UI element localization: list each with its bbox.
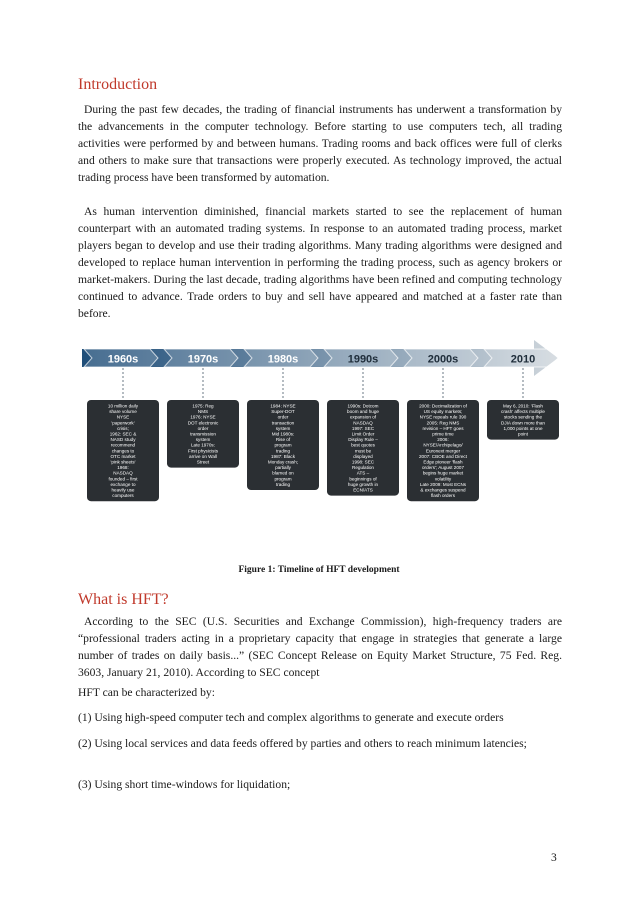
event-text: 1976: NYSE — [190, 414, 216, 420]
event-text: 1998: SEC — [351, 459, 375, 465]
event-text: Regulation — [352, 465, 374, 471]
decade-label: 1970s — [187, 353, 219, 366]
event-text: NMS — [197, 409, 209, 415]
decade-label: 2000s — [427, 353, 459, 366]
event-text: Super-DOT — [271, 409, 295, 415]
event-text: partially — [275, 465, 291, 471]
event-text: begins huge market — [422, 470, 464, 476]
event-text: 'pink sheets' — [110, 459, 136, 465]
event-text: Limit Order — [351, 431, 375, 437]
event-text: First physicists — [187, 448, 219, 454]
event-text: boom and huge — [347, 409, 379, 415]
event-text: stocks sending the — [503, 414, 543, 420]
event-text: heavily use — [111, 487, 135, 493]
event-text: Edge pioneer 'flash — [423, 459, 463, 465]
event-text: ECN/ATS — [353, 487, 373, 493]
intro-heading: Introduction — [78, 76, 158, 93]
event-text: order — [277, 414, 289, 420]
event-text: beginnings of — [349, 476, 377, 482]
event-text: volatility — [434, 476, 452, 482]
decade-label: 2010 — [510, 353, 536, 366]
event-text: crisis; — [117, 425, 129, 431]
event-text: arrive on Wall — [189, 453, 217, 459]
event-text: OTC market — [110, 453, 136, 459]
event-text: changes to — [111, 448, 135, 454]
event-text: NASDAQ — [113, 470, 133, 476]
event-text: flash orders — [430, 493, 456, 499]
event-text: huge growth in — [347, 481, 379, 487]
event-boxes — [87, 368, 559, 501]
hft-item-3: (3) Using short time-windows for liquidation; — [78, 778, 291, 791]
event-text: 1962: SEC & — [109, 431, 137, 437]
hft-item-2: (2) Using local services and data feeds offered by parties and others to reach minimum latencies; — [78, 737, 527, 750]
event-text: program — [274, 476, 292, 482]
event-text: 1997: SEC — [351, 425, 375, 431]
event-text: displayed — [353, 453, 373, 459]
event-text: 1984: NYSE — [270, 403, 296, 409]
event-text: prime time — [432, 431, 454, 437]
event-text: Late 2009: Most ECNs — [419, 481, 467, 487]
event-text: orders'; August 2007 — [422, 465, 464, 471]
event-text: trading — [275, 481, 291, 487]
event-text: 1975: Reg — [192, 403, 214, 409]
hft-heading: What is HFT? — [78, 591, 169, 608]
event-text: program — [274, 442, 292, 448]
event-text: ATS – — [356, 470, 370, 476]
event-text: 2005: Reg NMS — [426, 420, 460, 426]
event-text: May 6, 2010: 'Flash — [503, 403, 543, 409]
hft-timeline-figure — [78, 338, 562, 556]
event-text: 1987: Black — [270, 453, 296, 459]
decade-label: 1980s — [267, 353, 299, 366]
event-text: best quotes — [351, 442, 375, 448]
event-text: 2006: — [437, 437, 449, 443]
event-text: 'paperwork' — [111, 420, 135, 426]
event-text: blamed on — [272, 470, 294, 476]
event-text: 10 million daily — [107, 403, 139, 409]
event-text: & exchanges suspend — [420, 487, 466, 493]
event-text: must be — [354, 448, 372, 454]
intro-paragraph-2: As human intervention diminished, financial markets started to see the replacement of human counterpart with an automated trading systems. In response to an automated trading process, market players began to develop and use their trading algorithms. Many trading algorithms were designed and developed to replace human intervention in performing the trading process, such as agency brokers or market-makers. During the last decade, trading algorithms have been refined and computing technology continued to advance. Trade orders to buy and sell have appeared and matched at a faster rate than before. — [78, 205, 562, 320]
event-text: system — [275, 425, 291, 431]
event-text: NYSE repeals rule 390 — [419, 414, 467, 420]
event-text: NASDAQ — [353, 420, 373, 426]
event-text: founded – first — [108, 476, 138, 482]
event-text: Euronext merger — [425, 448, 461, 454]
event-text: 1968: — [117, 465, 129, 471]
event-text: Late 1970s: — [190, 442, 216, 448]
event-text: Mid 1980s: — [271, 431, 295, 437]
event-text: NASD study — [110, 437, 136, 443]
hft-item-1: (1) Using high-speed computer tech and complex algorithms to generate and execute orders — [78, 711, 504, 724]
event-text: share volume — [109, 409, 137, 415]
hft-characterized-line: HFT can be characterized by: — [78, 686, 215, 699]
event-text: NYSE — [116, 414, 130, 420]
event-text: trading — [275, 448, 291, 454]
decade-label: 1960s — [107, 353, 139, 366]
event-text: NYSE/Archipelago/ — [423, 442, 463, 448]
event-text: computers — [112, 493, 134, 499]
event-text: Street — [196, 459, 210, 465]
event-text: crash' affects multiple — [501, 409, 545, 415]
figure-caption: Figure 1: Timeline of HFT development — [238, 565, 400, 575]
event-text: point — [518, 431, 528, 437]
event-text: 1990s: Dotcom — [347, 403, 379, 409]
event-text: 2007: CBOE and Direct — [418, 453, 468, 459]
event-text: transmission — [190, 431, 216, 437]
page-number: 3 — [551, 852, 557, 864]
event-text: US equity markets; — [423, 409, 463, 415]
event-text: 2000: Decimalization of — [419, 403, 467, 409]
event-text: transaction — [271, 420, 295, 426]
intro-paragraph-1: During the past few decades, the trading of financial instruments has underwent a transformation by the advancements in the computer technology. Before starting to use computers tech, all trading activities were performed by and between humans. Trading rooms and back offices were full of clerks and others to make sure that transactions were properly executed. As technology improved, the actual trading process have been transformed by automation. — [78, 103, 562, 184]
event-text: expansion of — [349, 414, 377, 420]
event-text: Monday crash; — [267, 459, 299, 465]
decade-label: 1990s — [347, 353, 379, 366]
event-text: order — [197, 425, 209, 431]
event-text: revision – HFT goes — [422, 425, 464, 431]
event-text: DOT electronic — [187, 420, 219, 426]
event-text: DJIA down more than — [501, 420, 545, 426]
event-text: 1,000 points at one — [503, 425, 543, 431]
event-text: Rise of — [275, 437, 291, 443]
hft-paragraph-1: According to the SEC (U.S. Securities and Exchange Commission), high-frequency traders are “professional traders acting in a proprietary capacity that engage in strategies that generate a large number of trades on daily basis...” (SEC Concept Release on Equity Market Structure, 75 Fed. Reg. 3603, January 21, 2010). According to SEC concept — [78, 615, 562, 679]
event-text: system — [195, 437, 211, 443]
event-text: exchange to — [110, 481, 136, 487]
event-text: Display Rule – — [348, 437, 378, 443]
event-text: recommend — [110, 442, 136, 448]
